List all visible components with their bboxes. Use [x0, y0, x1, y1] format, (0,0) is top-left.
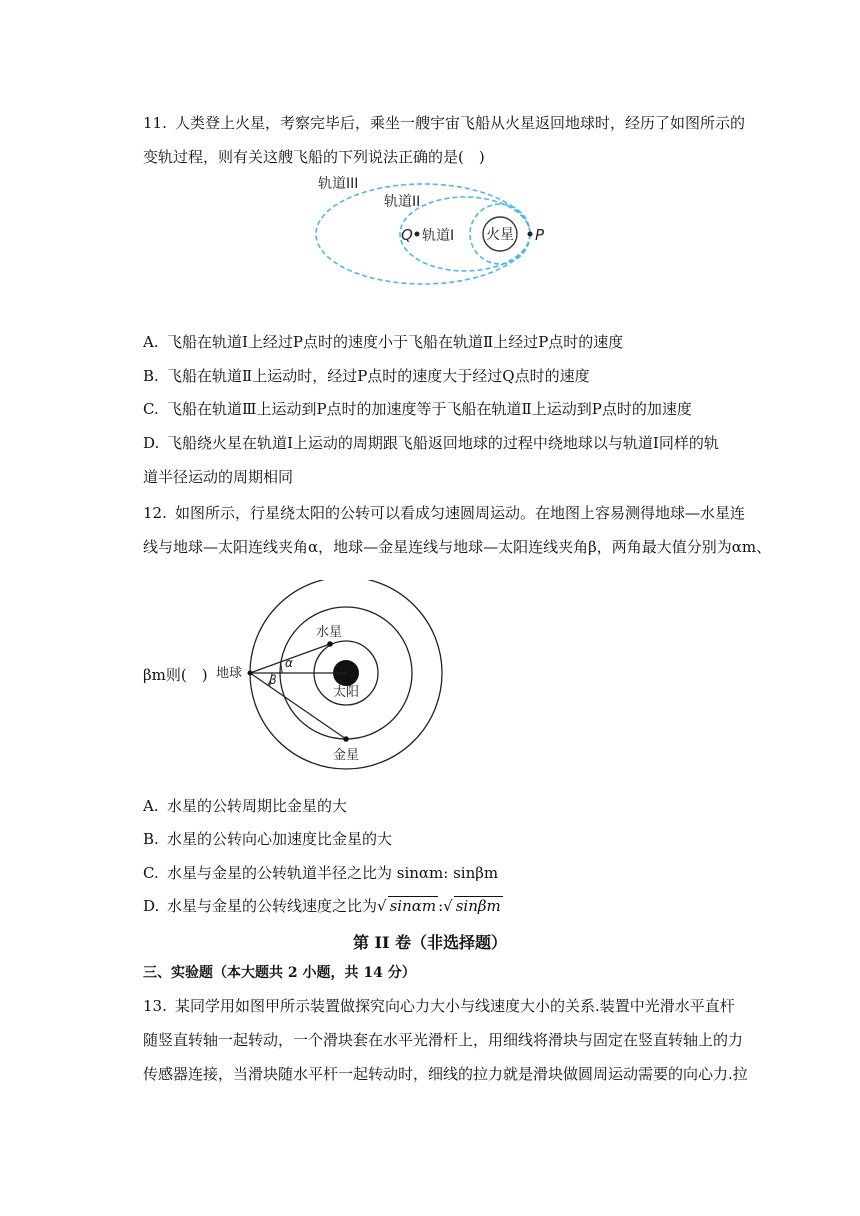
- q12-option-c: C. 水星与金星的公转轨道半径之比为 sinαm: sinβm: [143, 864, 499, 882]
- earth-label: 地球: [216, 666, 243, 681]
- q12-planets-figure: [210, 580, 460, 780]
- q13-line1: 13. 某同学用如图甲所示装置做探究向心力大小与线速度大小的关系.装置中光滑水平直杆: [143, 997, 735, 1015]
- orbit2-label: 轨道II: [384, 194, 421, 210]
- q12-number: 12.: [143, 504, 167, 522]
- sqrt-term-1: sinαm: [389, 897, 437, 915]
- part-title: 三、实验题（本大题共 2 小题，共 14 分）: [143, 965, 416, 981]
- sqrt-icon: √: [377, 897, 387, 915]
- q12-stem-line2: 线与地球—太阳连线夹角α，地球—金星连线与地球—太阳连线夹角β，两角最大值分别为αm、: [143, 538, 772, 556]
- q13-line2: 随竖直转轴一起转动，一个滑块套在水平光滑杆上，用细线将滑块与固定在竖直转轴上的力: [143, 1031, 744, 1049]
- beta-label: β: [269, 673, 277, 687]
- q11-option-d: D. 飞船绕火星在轨道Ⅰ上运动的周期跟飞船返回地球的过程中绕地球以与轨道Ⅰ同样的轨: [143, 434, 719, 452]
- mercury-dot: [327, 641, 333, 647]
- sqrt-icon: √: [443, 897, 453, 915]
- point-p-dot: [528, 232, 533, 237]
- q12-stem-line3: βm则( ): [143, 666, 208, 684]
- q11-option-b: B. 飞船在轨道Ⅱ上运动时，经过P点时的速度大于经过Q点时的速度: [143, 367, 590, 385]
- mercury-label: 水星: [316, 625, 343, 640]
- q11-option-c: C. 飞船在轨道Ⅲ上运动到P点时的加速度等于飞船在轨道Ⅱ上运动到P点时的加速度: [143, 400, 692, 418]
- point-q-dot: [415, 232, 420, 237]
- sqrt-term-2: sinβm: [455, 897, 501, 915]
- q11-option-d-line2: 道半径运动的周期相同: [143, 468, 294, 486]
- venus-dot: [343, 736, 349, 742]
- mars-label: 火星: [486, 227, 514, 243]
- q11-orbit-figure: [300, 168, 560, 300]
- q12-option-a: A. 水星的公转周期比金星的大: [143, 797, 348, 815]
- q13-number: 13.: [143, 997, 167, 1015]
- q11-option-a: A. 飞船在轨道Ⅰ上经过P点时的速度小于飞船在轨道Ⅱ上经过P点时的速度: [143, 333, 624, 351]
- q11-stem-line2: 变轨过程，则有关这艘飞船的下列说法正确的是( ): [143, 148, 485, 166]
- q12-option-d: D. 水星与金星的公转线速度之比为√ sinαm :√ sinβm: [143, 897, 501, 915]
- orbit1-label: 轨道I: [422, 228, 455, 244]
- venus-label: 金星: [333, 748, 360, 763]
- earth-venus-line: [250, 673, 346, 739]
- q13-line3: 传感器连接，当滑块随水平杆一起转动时，细线的拉力就是滑块做圆周运动需要的向心力.拉: [143, 1065, 748, 1083]
- point-p-label: P: [535, 226, 545, 244]
- volume-title: 第 II 卷（非选择题）: [352, 933, 508, 952]
- earth-dot: [248, 671, 253, 676]
- orbit3-label: 轨道III: [318, 176, 359, 192]
- alpha-label: α: [285, 656, 293, 670]
- sun-label: 太阳: [333, 685, 360, 700]
- point-q-label: Q: [401, 226, 413, 244]
- q12-stem-line1: 12. 如图所示，行星绕太阳的公转可以看成匀速圆周运动。在地图上容易测得地球—水星连: [143, 504, 746, 522]
- q12-option-b: B. 水星的公转向心加速度比金星的大: [143, 830, 393, 848]
- q11-stem-line1: 11. 人类登上火星，考察完毕后，乘坐一艘宇宙飞船从火星返回地球时，经历了如图所示的: [143, 114, 746, 132]
- q11-number: 11.: [143, 114, 167, 132]
